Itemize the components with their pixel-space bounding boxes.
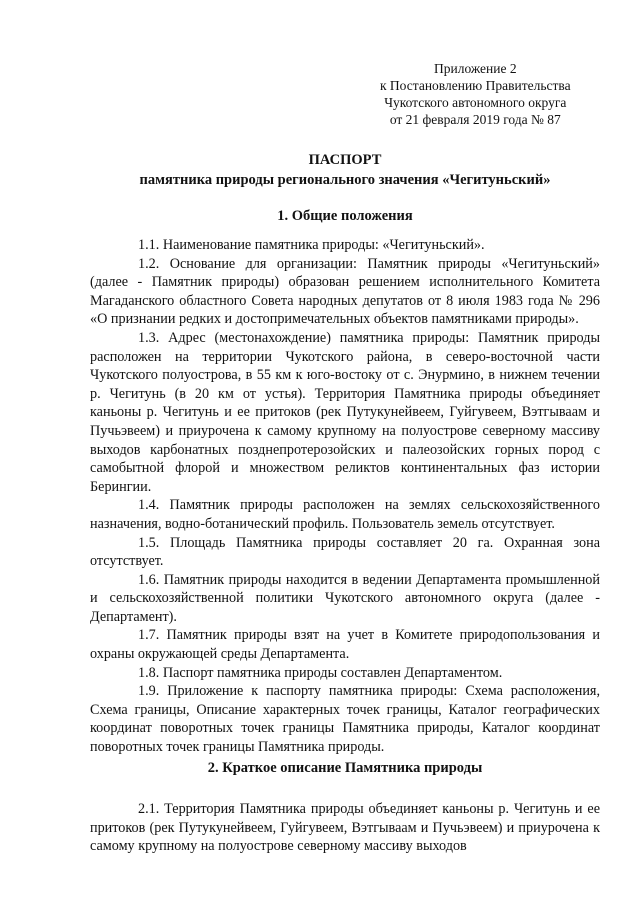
section-body	[90, 236, 600, 757]
paragraph: 1.5. Площадь Памятника природы составляет 20 га. Охранная зона отсутствует.	[90, 534, 600, 570]
paragraph: 1.1. Наименование памятника природы: «Чегитуньский».	[138, 237, 485, 253]
paragraph: 1.3. Адрес (местонахождение) памятника природы: Памятник природы расположен на территории Чукотского района, в северо-восточной части Чукотского полуострова, в 55 км к юго-востоку от с. Энурмино, в нижнем течении р. Чегитунь (в 20 км от устья). Территория Памятника природы объединяет каньоны р. Чегитунь и ее притоков (рек Путукунейвеем, Гуйгувеем, Вэтгываам и Пучьэвеем) и приурочена к самому крупному на полуострове северному массиву выходов карбонатных позднепротерозойских и палеозойских горных пород с самобытной флорой и множеством реликтов континентальных фаз истории Берингии.	[90, 329, 600, 495]
paragraph: 1.9. Приложение к паспорту памятника природы: Схема расположения, Схема границы, Описание характерных точек границы, Каталог географических координат поворотных точек границы Памятника природы, Каталог координат поворотных точек границы Памятника природы.	[90, 683, 600, 756]
section-heading: 2. Краткое описание Памятника природы	[207, 760, 483, 776]
paragraph: 1.2. Основание для организации: Памятник природы «Чегитуньский» (далее - Памятник природы) образован решением исполнительного Комитета Магаданского областного Совета народных депутатов от 8 июля 1983 года № 296 «О признании редких и достопримечательных объектов памятниками природы».	[90, 255, 600, 328]
paragraph: 1.6. Памятник природы находится в ведении Департамента промышленной и сельскохозяйственной политики Чукотского автономного округа (далее - Департамент).	[90, 571, 600, 625]
appendix-block	[380, 60, 571, 128]
section-heading: 1. Общие положения	[277, 208, 413, 224]
title-line: ПАСПОРТ	[308, 152, 382, 168]
paragraph: 1.8. Паспорт памятника природы составлен Департаментом.	[138, 664, 503, 681]
appendix-line: Приложение 2	[434, 61, 517, 76]
paragraph: 1.4. Памятник природы расположен на землях сельскохозяйственного назначения, водно-ботанический профиль. Пользователь земель отсутствует.	[90, 497, 600, 532]
paragraph: 1.7. Памятник природы взят на учет в Комитете природопользования и охраны окружающей среды Департамента.	[90, 627, 600, 663]
appendix-line: от 21 февраля 2019 года № 87	[389, 112, 561, 127]
document-title	[90, 150, 600, 190]
paragraph: 2.1. Территория Памятника природы объединяет каньоны р. Чегитунь и ее притоков (рек Путукунейвеем, Гуйгувеем, Вэтгываам и Пучьэвеем) и приурочена к самому крупному на полуострове северному массиву выходов	[90, 801, 600, 855]
title-line: памятника природы регионального значения «Чегитуньский»	[139, 172, 551, 188]
section-body	[90, 800, 600, 856]
appendix-line: к Постановлению Правительства	[380, 78, 571, 93]
appendix-line: Чукотского автономного округа	[384, 95, 567, 110]
